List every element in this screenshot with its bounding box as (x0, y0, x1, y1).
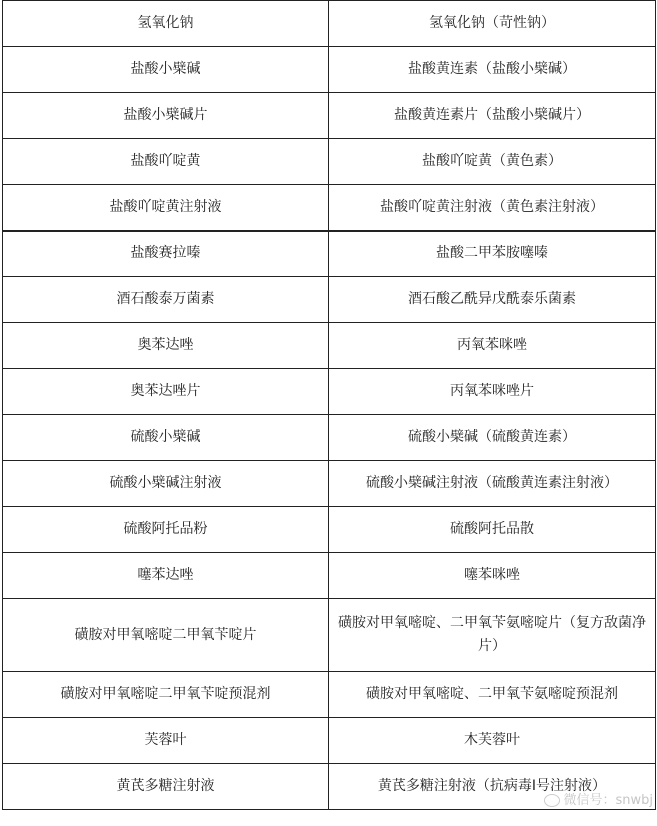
table-row (3, 672, 656, 718)
old-name-cell: 磺胺对甲氧嘧啶二甲氧苄啶片 (3, 599, 329, 672)
old-name-cell: 奥苯达唑 (3, 323, 329, 369)
new-name-cell: 盐酸吖啶黄（黄色素） (329, 139, 656, 185)
new-name-cell: 丙氧苯咪唑片 (329, 369, 656, 415)
old-name-cell: 黄芪多糖注射液 (3, 764, 329, 810)
table-row (3, 1, 656, 47)
new-name-cell: 噻苯咪唑 (329, 553, 656, 599)
new-name-cell: 盐酸黄连素（盐酸小檗碱） (329, 47, 656, 93)
table-row (3, 461, 656, 507)
old-name-cell: 盐酸吖啶黄注射液 (3, 185, 329, 231)
table-row (3, 277, 656, 323)
watermark-text: 微信号：snwbj (563, 793, 653, 808)
new-name-cell: 酒石酸乙酰异戊酰泰乐菌素 (329, 277, 656, 323)
old-name-cell: 奥苯达唑片 (3, 369, 329, 415)
old-name-cell: 噻苯达唑 (3, 553, 329, 599)
table-row (3, 231, 656, 277)
new-name-cell: 硫酸小檗碱（硫酸黄连素） (329, 415, 656, 461)
new-name-cell: 盐酸吖啶黄注射液（黄色素注射液） (329, 185, 656, 231)
old-name-cell: 硫酸小檗碱注射液 (3, 461, 329, 507)
table-row (3, 599, 656, 672)
table-row (3, 415, 656, 461)
old-name-cell: 磺胺对甲氧嘧啶二甲氧苄啶预混剂 (3, 672, 329, 718)
table-row (3, 139, 656, 185)
old-name-cell: 盐酸吖啶黄 (3, 139, 329, 185)
new-name-cell: 黄芪多糖注射液（抗病毒Ⅰ号注射液） (329, 764, 656, 810)
drug-name-table (2, 0, 656, 810)
new-name-cell: 硫酸小檗碱注射液（硫酸黄连素注射液） (329, 461, 656, 507)
table-row (3, 507, 656, 553)
old-name-cell: 盐酸小檗碱 (3, 47, 329, 93)
old-name-cell: 酒石酸泰万菌素 (3, 277, 329, 323)
old-name-cell: 盐酸赛拉嗪 (3, 231, 329, 277)
table-row (3, 93, 656, 139)
old-name-cell: 氢氧化钠 (3, 1, 329, 47)
table-row (3, 323, 656, 369)
old-name-cell: 硫酸阿托品粉 (3, 507, 329, 553)
new-name-cell: 磺胺对甲氧嘧啶、二甲氧苄氨嘧啶片（复方敌菌净片） (329, 599, 656, 672)
new-name-cell: 木芙蓉叶 (329, 718, 656, 764)
table-row (3, 553, 656, 599)
table-row (3, 369, 656, 415)
table-row (3, 764, 656, 810)
new-name-cell: 丙氧苯咪唑 (329, 323, 656, 369)
table-row (3, 185, 656, 231)
old-name-cell: 硫酸小檗碱 (3, 415, 329, 461)
new-name-cell: 氢氧化钠（苛性钠） (329, 1, 656, 47)
old-name-cell: 盐酸小檗碱片 (3, 93, 329, 139)
table-row (3, 47, 656, 93)
new-name-cell: 盐酸黄连素片（盐酸小檗碱片） (329, 93, 656, 139)
new-name-cell: 磺胺对甲氧嘧啶、二甲氧苄氨嘧啶预混剂 (329, 672, 656, 718)
new-name-cell: 硫酸阿托品散 (329, 507, 656, 553)
new-name-cell: 盐酸二甲苯胺噻嗪 (329, 231, 656, 277)
old-name-cell: 芙蓉叶 (3, 718, 329, 764)
table-row (3, 718, 656, 764)
